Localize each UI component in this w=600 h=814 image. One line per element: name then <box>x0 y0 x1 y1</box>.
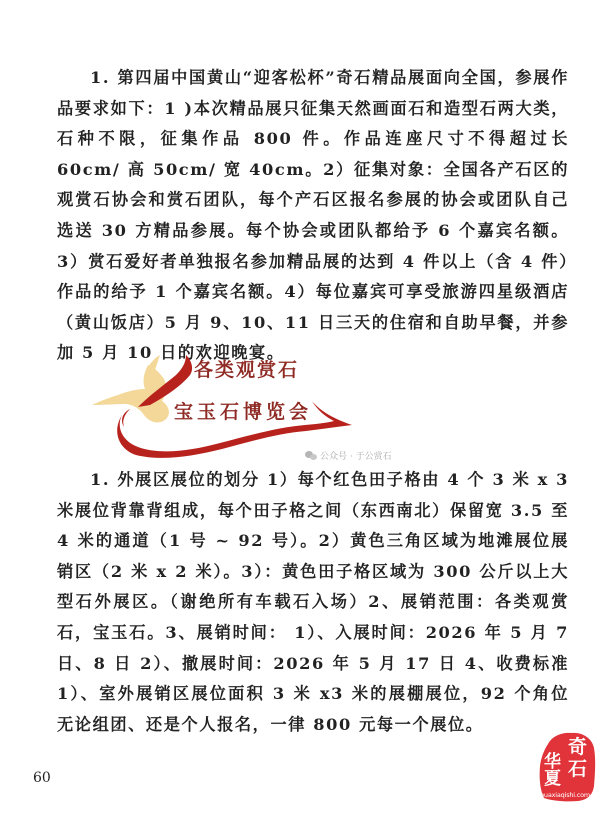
paragraph-outdoor-booth-rules: 1. 外展区展位的划分 1）每个红色田子格由 4 个 3 米 x 3 米展位背靠背组成，每个田子格之间（东西南北）保留宽 3.5 至 4 米的通道（1 号 ~ 92 号）。2）黄色三角区域为地滩展位展销区（2 米 x 2 米）。3）：黄色田子格区域为 300 公斤以上大型石外展区。（谢绝所有车载石入场）2、展销范围：各类观赏石，宝玉石。3、展销时间： 1）、入展时间：2026 年 5 月 7 日、8 日 2）、撤展时间：2026 年 5 月 17 日 4、收费标准 1）、室外展销区展位面积 3 米 x3 米的展棚展位，92 个角位无论组团、还是个人报名，一律 800 元每一个展位。 <box>57 470 569 734</box>
banner-title-line2: 宝玉石博览会 <box>174 401 313 423</box>
seal-char-xia: 夏 <box>544 769 561 789</box>
watermark-text: 公众号 · 于公赏石 <box>320 452 392 462</box>
wechat-icon <box>305 451 317 460</box>
seal-char-shi: 石 <box>568 758 588 780</box>
huaxia-qishi-seal-logo <box>538 730 596 802</box>
seal-char-hua: 华 <box>544 752 561 772</box>
paragraph-exhibition-requirements: 1. 第四届中国黄山“迎客松杯”奇石精品展面向全国，参展作品要求如下：1 )本次精品展只征集天然画面石和造型石两大类，石种不限，征集作品 800 件。作品连座尺寸不得超过长 60cm/ 高 50cm/ 宽 40cm。2）征集对象：全国各产石区的观赏石协会和赏石团队，每个产石区报名参展的协会或团队自己选送 30 方精品参展。每个协会或团队都给予 6 个嘉宾名额。3）赏石爱好者单独报名参加精品展的达到 4 件以上（含 4 件）作品的给予 1 个嘉宾名额。4）每位嘉宾可享受旅游四星级酒店（黄山饭店）5 月 9、10、11 日三天的住宿和自助早餐，并参加 5 月 10 日的欢迎晚宴。 <box>57 68 569 363</box>
dove-icon <box>92 355 169 422</box>
page-number: 60 <box>33 770 51 786</box>
seal-char-qi: 奇 <box>568 736 588 758</box>
seal-url: huaxiaqishi.com <box>540 791 591 799</box>
banner-title-line1: 各类观赏石 <box>194 359 300 381</box>
wechat-watermark <box>305 449 392 462</box>
expo-banner <box>90 345 410 460</box>
